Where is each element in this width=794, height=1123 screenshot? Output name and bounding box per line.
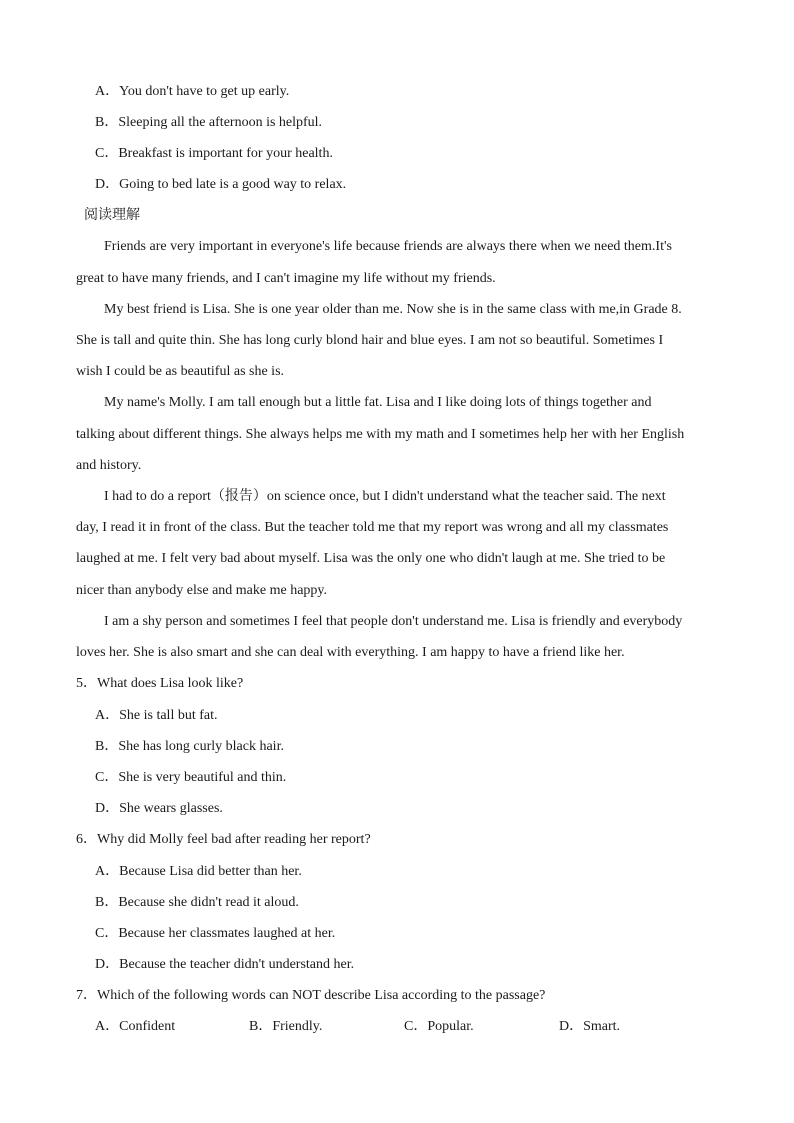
prev-option-c: C．Breakfast is important for your health.	[95, 146, 333, 161]
passage-line: nicer than anybody else and make me happy.	[76, 583, 328, 598]
question-option: C．Popular.	[404, 1019, 474, 1034]
passage-line: laughed at me. I felt very bad about myself. Lisa was the only one who didn't laugh at me. She tried to be	[76, 551, 666, 566]
passage-line: day, I read it in front of the class. But the teacher told me that my report was wrong and all my classmates	[76, 520, 669, 535]
question-option: C．She is very beautiful and thin.	[95, 770, 287, 785]
passage-line: I am a shy person and sometimes I feel that people don't understand me. Lisa is friendly and everybody	[104, 614, 683, 629]
question-option: A．Because Lisa did better than her.	[95, 864, 302, 879]
question-option: B．Friendly.	[249, 1019, 323, 1034]
question-option: B．Because she didn't read it aloud.	[95, 895, 299, 910]
question-option: B．She has long curly black hair.	[95, 739, 284, 754]
prev-option-d: D．Going to bed late is a good way to relax.	[95, 177, 347, 192]
question-stem: 5．What does Lisa look like?	[76, 676, 244, 691]
question-option: D．She wears glasses.	[95, 801, 223, 816]
question-option: C．Because her classmates laughed at her.	[95, 926, 336, 941]
passage-line: wish I could be as beautiful as she is.	[76, 364, 285, 379]
passage-line: She is tall and quite thin. She has long curly blond hair and blue eyes. I am not so beautiful. Sometimes I	[76, 333, 664, 348]
passage-line: I had to do a report（报告）on science once, but I didn't understand what the teacher said. The next	[104, 489, 666, 504]
question-option: A．Confident	[95, 1019, 176, 1034]
section-title: 阅读理解	[84, 207, 140, 223]
question-stem: 7．Which of the following words can NOT describe Lisa according to the passage?	[76, 988, 546, 1003]
passage-line: My name's Molly. I am tall enough but a little fat. Lisa and I like doing lots of things together and	[104, 395, 652, 410]
passage-line: talking about different things. She always helps me with my math and I sometimes help her with her English	[76, 427, 685, 442]
passage-line: and history.	[76, 458, 142, 473]
question-option: D．Smart.	[559, 1019, 621, 1034]
question-option: A．She is tall but fat.	[95, 708, 218, 723]
prev-option-b: B．Sleeping all the afternoon is helpful.	[95, 115, 323, 130]
question-option: D．Because the teacher didn't understand her.	[95, 957, 355, 972]
prev-option-a: A．You don't have to get up early.	[95, 84, 290, 99]
passage-line: Friends are very important in everyone's life because friends are always there when we need them.It's	[104, 239, 672, 254]
passage-line: great to have many friends, and I can't imagine my life without my friends.	[76, 271, 496, 286]
question-stem: 6．Why did Molly feel bad after reading her report?	[76, 832, 371, 847]
passage-line: loves her. She is also smart and she can deal with everything. I am happy to have a friend like her.	[76, 645, 625, 660]
passage-line: My best friend is Lisa. She is one year older than me. Now she is in the same class with me,in Grade 8.	[104, 302, 682, 317]
